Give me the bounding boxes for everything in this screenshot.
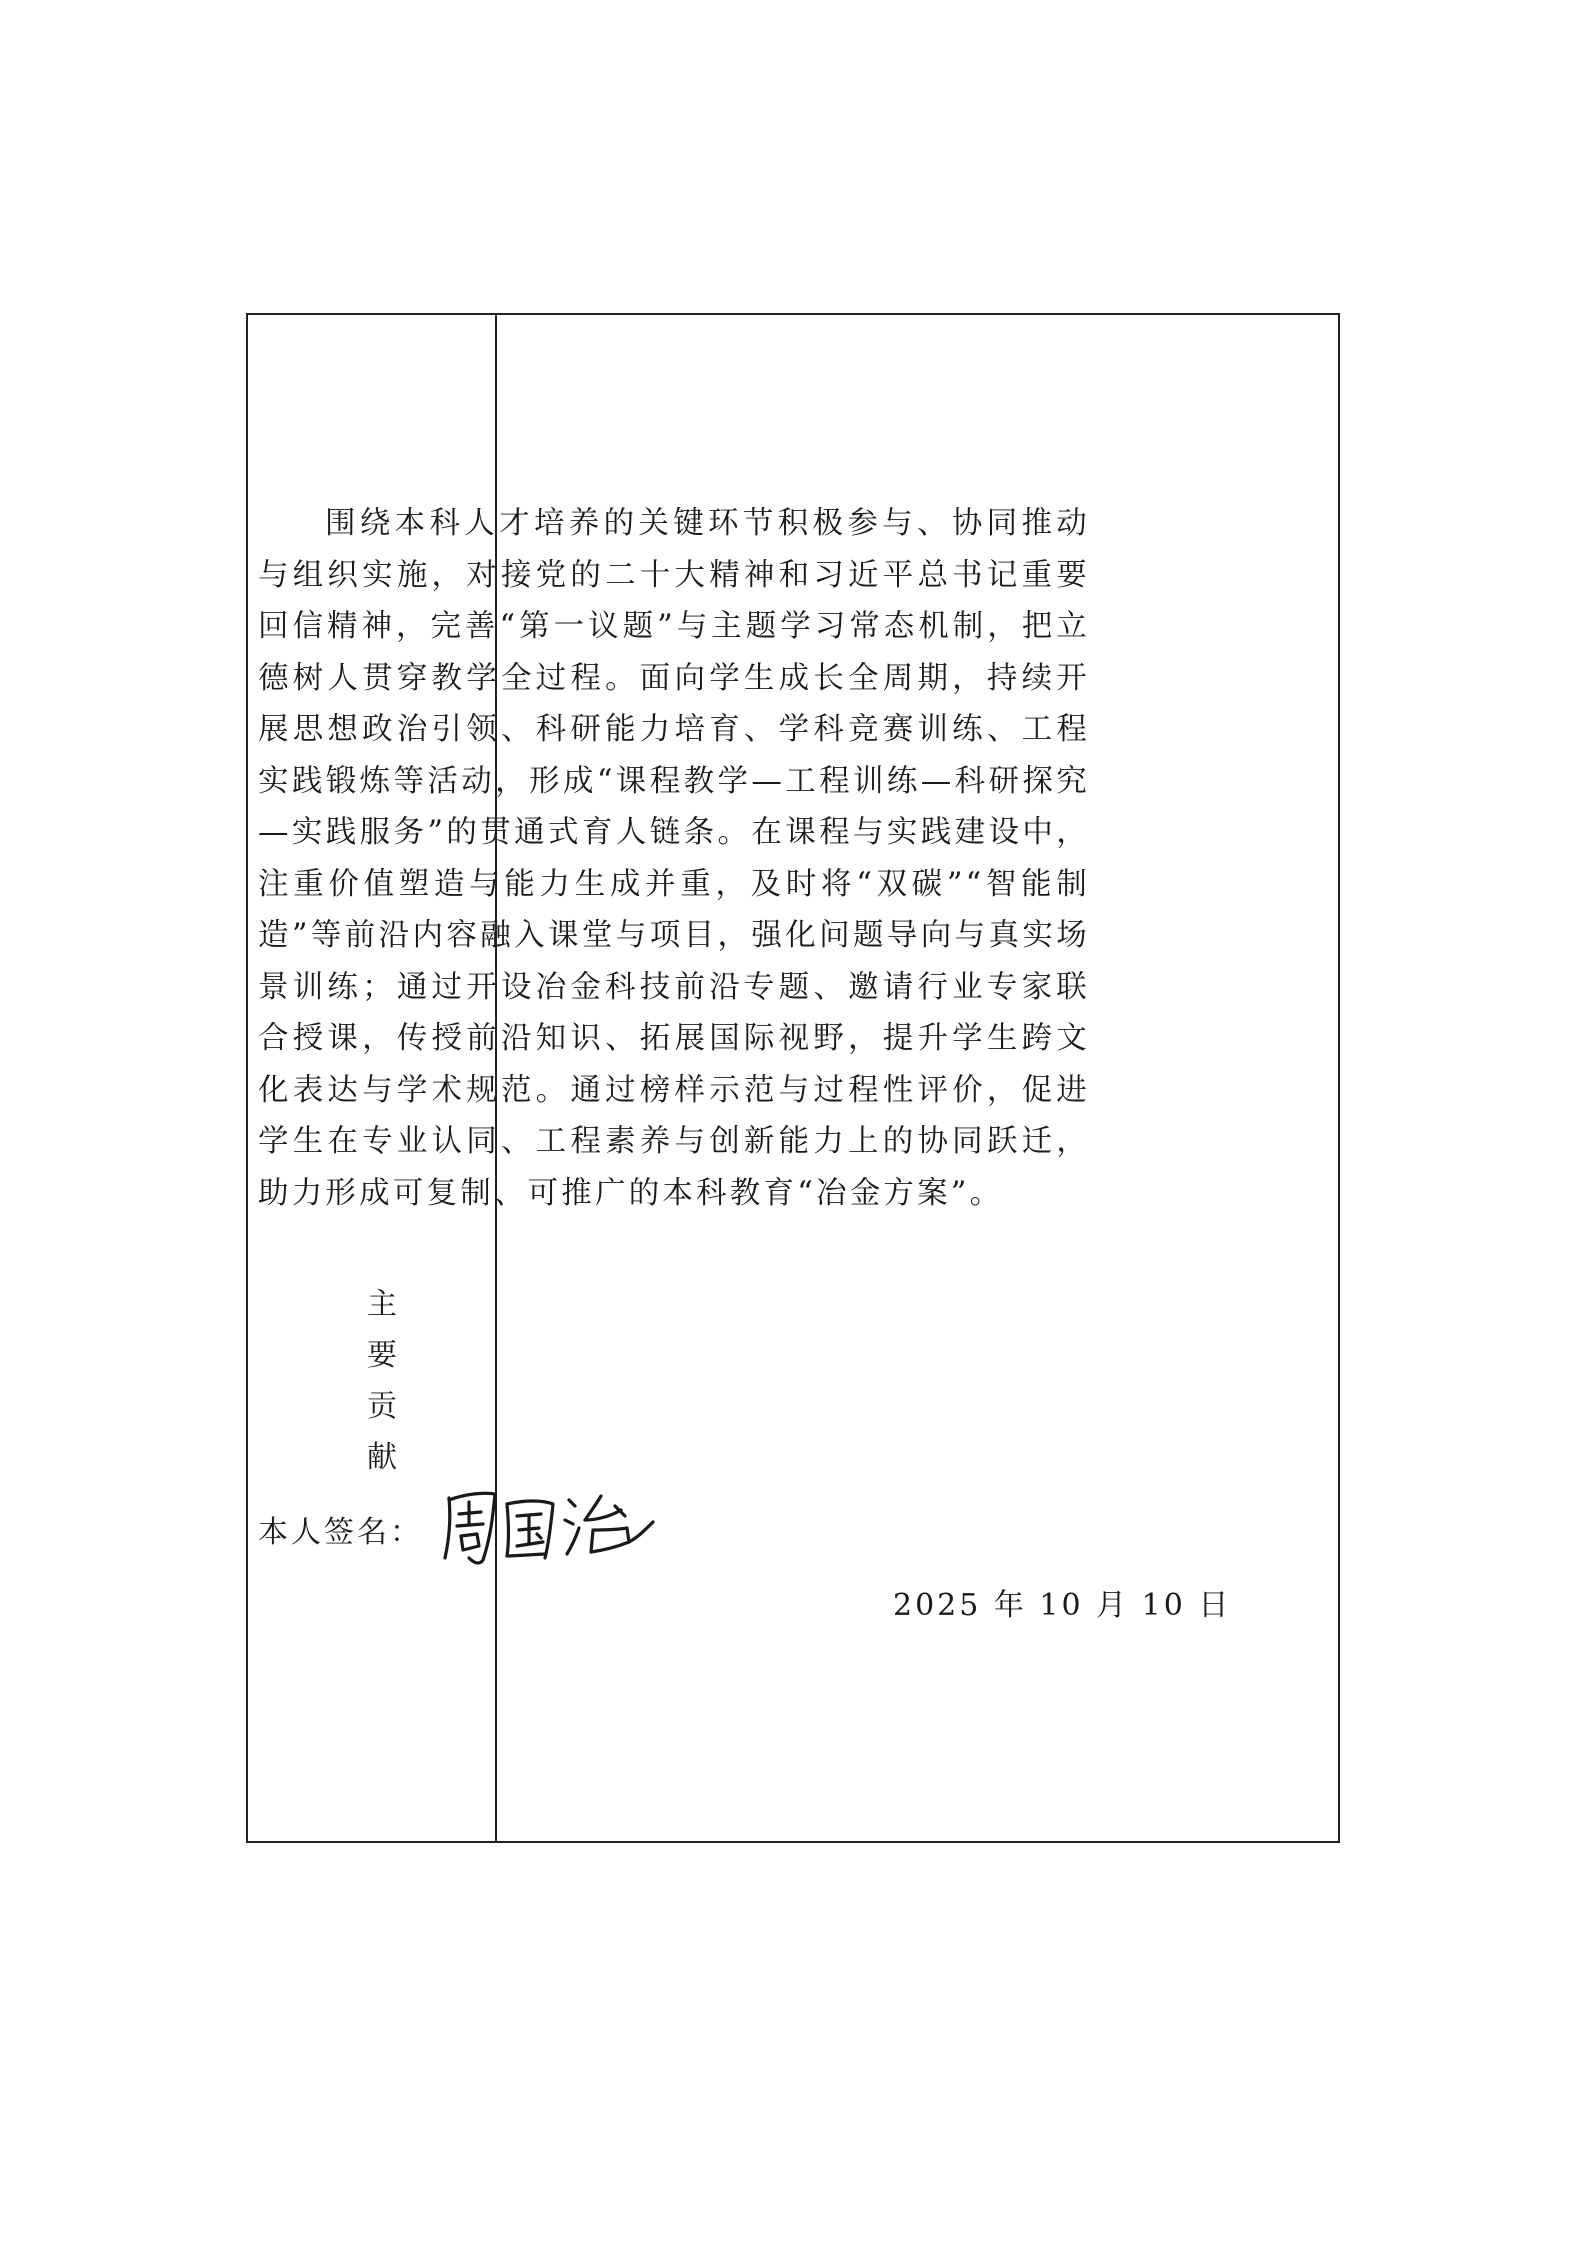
- handwritten-signature: [433, 1480, 663, 1570]
- signing-date: 2025 年 10 月 10 日: [893, 1588, 1232, 1623]
- signature-row: [258, 1494, 663, 1564]
- contribution-text: 围绕本科人才培养的关键环节积极参与、协同推动与组织实施，对接党的二十大精神和习近平总书记重要回信精神，完善“第一议题”与主题学习常态机制，把立德树人贯穿教学全过程。面向学生成长全周期，持续开展思想政治引领、科研能力培育、学科竞赛训练、工程实践锻炼等活动，形成“课程教学—工程训练—科研探究—实践服务”的贯通式育人链条。在课程与实践建设中，注重价值塑造与能力生成并重，及时将“双碳”“智能制造”等前沿内容融入课堂与项目，强化问题导向与真实场景训练；通过开设冶金科技前沿专题、邀请行业专家联合授课，传授前沿知识、拓展国际视野，提升学生跨文化表达与学术规范。通过榜样示范与过程性评价，促进学生在专业认同、工程素养与创新能力上的协同跃迁，助力形成可复制、可推广的本科教育“冶金方案”。: [258, 506, 1090, 1211]
- field-label: 主要贡献: [367, 1287, 397, 1475]
- signature-label: 本人签名：: [258, 1515, 423, 1550]
